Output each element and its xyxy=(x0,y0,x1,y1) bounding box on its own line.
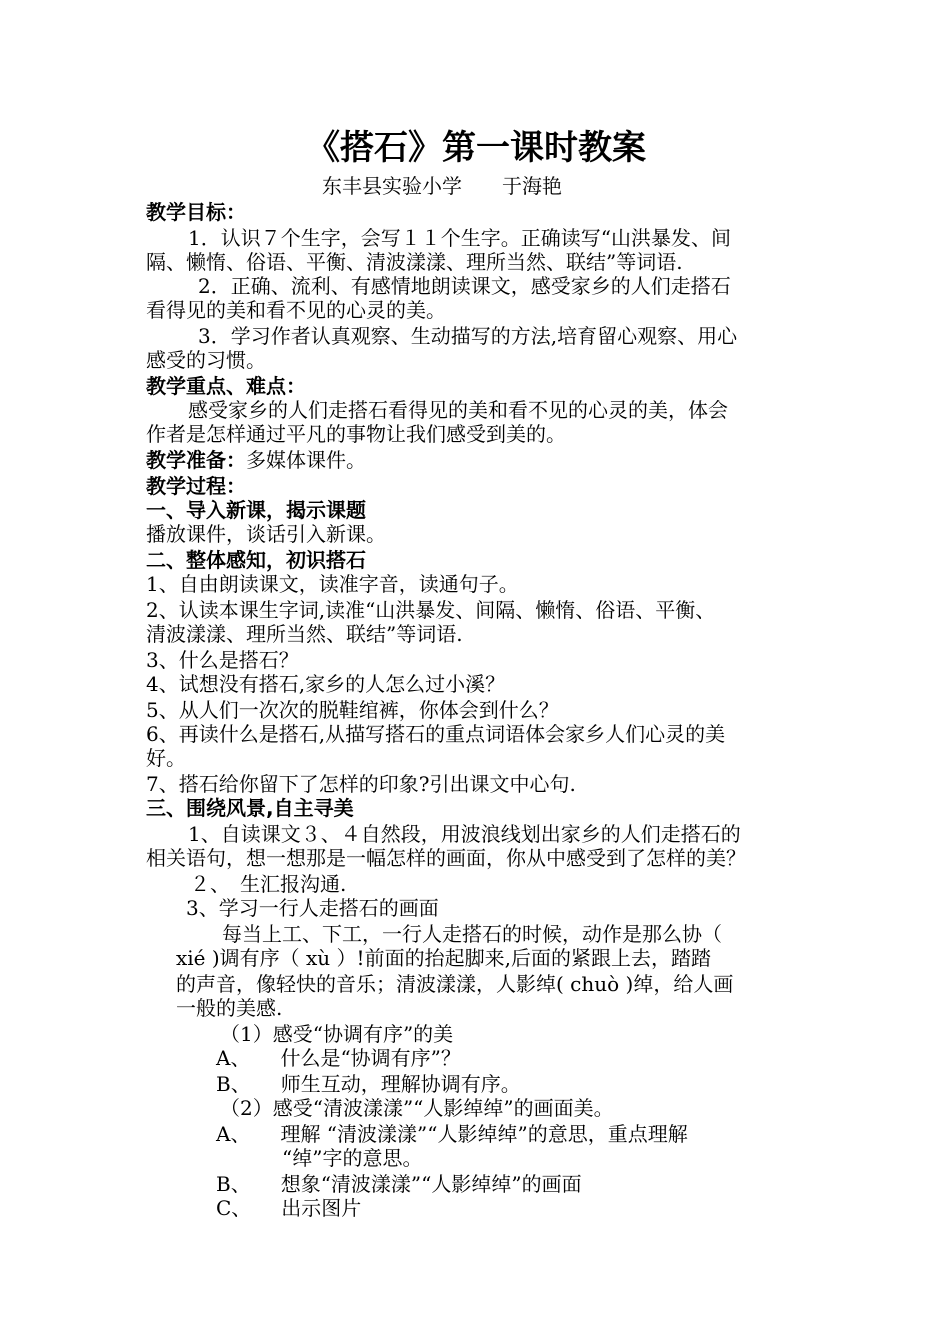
section-3-item-1-line-2: 相关语句，想一想那是一幅怎样的画面，你从中感受到了怎样的美？ xyxy=(146,846,746,870)
section-2-item-6-line-2: 好。 xyxy=(146,746,186,770)
section-3-item-1-line-1: 1、自读课文３、４自然段，用波浪线划出家乡的人们走搭石的 xyxy=(188,822,741,846)
section-1-title: 一、导入新课，揭示课题 xyxy=(146,498,366,522)
section-2-item-5: 5、从人们一次次的脱鞋绾裤，你体会到什么？ xyxy=(146,698,559,722)
section-3-item-2: ２、 生汇报沟通. xyxy=(190,872,347,896)
section-3-title: 三、围绕风景,自主寻美 xyxy=(146,796,354,820)
objective-2-line-1: 2．正确、流利、有感情地朗读课文，感受家乡的人们走搭石 xyxy=(198,274,731,298)
section-2-item-4: 4、试想没有搭石,家乡的人怎么过小溪？ xyxy=(146,672,506,696)
sub-section-2-title: （2）感受“清波漾漾”“人影绰绰”的画面美。 xyxy=(220,1096,614,1120)
quote-line-1: 每当上工、下工，一行人走搭石的时候，动作是那么协（ xyxy=(222,922,722,946)
preparation-line xyxy=(146,448,366,472)
quote-line-2: xié )调有序（ xù ）!前面的抬起脚来,后面的紧跟上去，踏踏 xyxy=(176,946,711,970)
objective-1-line-1: 1．认识７个生字，会写１１个生字。正确读写“山洪暴发、间 xyxy=(188,226,731,250)
sub-section-1-item-b: B、 师生互动，理解协调有序。 xyxy=(216,1072,521,1096)
heading-process: 教学过程： xyxy=(146,474,246,498)
sub-section-2-item-b: B、 想象“清波漾漾”“人影绰绰”的画面 xyxy=(216,1172,582,1196)
section-2-item-2-line-1: 2、认读本课生字词,读准“山洪暴发、间隔、懒惰、俗语、平衡、 xyxy=(146,598,716,622)
sub-section-2-item-a-line-2: “绰”字的意思。 xyxy=(282,1146,423,1170)
section-2-item-6-line-1: 6、再读什么是搭石,从描写搭石的重点词语体会家乡人们心灵的美 xyxy=(146,722,726,746)
author-line: 东丰县实验小学 于海艳 xyxy=(322,174,562,198)
section-1-text: 播放课件，谈话引入新课。 xyxy=(146,522,386,546)
sub-section-1-title: （1）感受“协调有序”的美 xyxy=(220,1022,454,1046)
section-3-item-3: 3、学习一行人走搭石的画面 xyxy=(186,896,439,920)
document-title: 《搭石》第一课时教案 xyxy=(306,128,646,168)
section-2-item-2-line-2: 清波漾漾、理所当然、联结”等词语. xyxy=(146,622,463,646)
section-2-item-7: 7、搭石给你留下了怎样的印象?引出课文中心句. xyxy=(146,772,576,796)
objective-3-line-1: 3．学习作者认真观察、生动描写的方法,培育留心观察、用心 xyxy=(198,324,738,348)
quote-line-4: 一般的美感. xyxy=(176,996,283,1020)
objective-1-line-2: 隔、懒惰、俗语、平衡、清波漾漾、理所当然、联结”等词语. xyxy=(146,250,683,274)
heading-objectives: 教学目标： xyxy=(146,200,246,224)
section-2-item-3: 3、什么是搭石？ xyxy=(146,648,299,672)
key-points-line-2: 作者是怎样通过平凡的事物让我们感受到美的。 xyxy=(146,422,566,446)
heading-key-points: 教学重点、难点： xyxy=(146,374,306,398)
objective-3-line-2: 感受的习惯。 xyxy=(146,348,266,372)
section-2-item-1: 1、自由朗读课文，读准字音，读通句子。 xyxy=(146,572,519,596)
sub-section-2-item-a-line-1: A、 理解 “清波漾漾”“人影绰绰”的意思，重点理解 xyxy=(216,1122,688,1146)
preparation-text: 多媒体课件。 xyxy=(246,448,366,472)
section-2-title: 二、整体感知，初识搭石 xyxy=(146,548,366,572)
key-points-line-1: 感受家乡的人们走搭石看得见的美和看不见的心灵的美，体会 xyxy=(188,398,728,422)
objective-2-line-2: 看得见的美和看不见的心灵的美。 xyxy=(146,298,446,322)
quote-line-3: 的声音，像轻快的音乐；清波漾漾，人影绰( chuò )绰，给人画 xyxy=(176,972,734,996)
sub-section-2-item-c: C、 出示图片 xyxy=(216,1196,362,1220)
preparation-label: 教学准备： xyxy=(146,448,246,472)
sub-section-1-item-a: A、 什么是“协调有序”？ xyxy=(216,1046,461,1070)
